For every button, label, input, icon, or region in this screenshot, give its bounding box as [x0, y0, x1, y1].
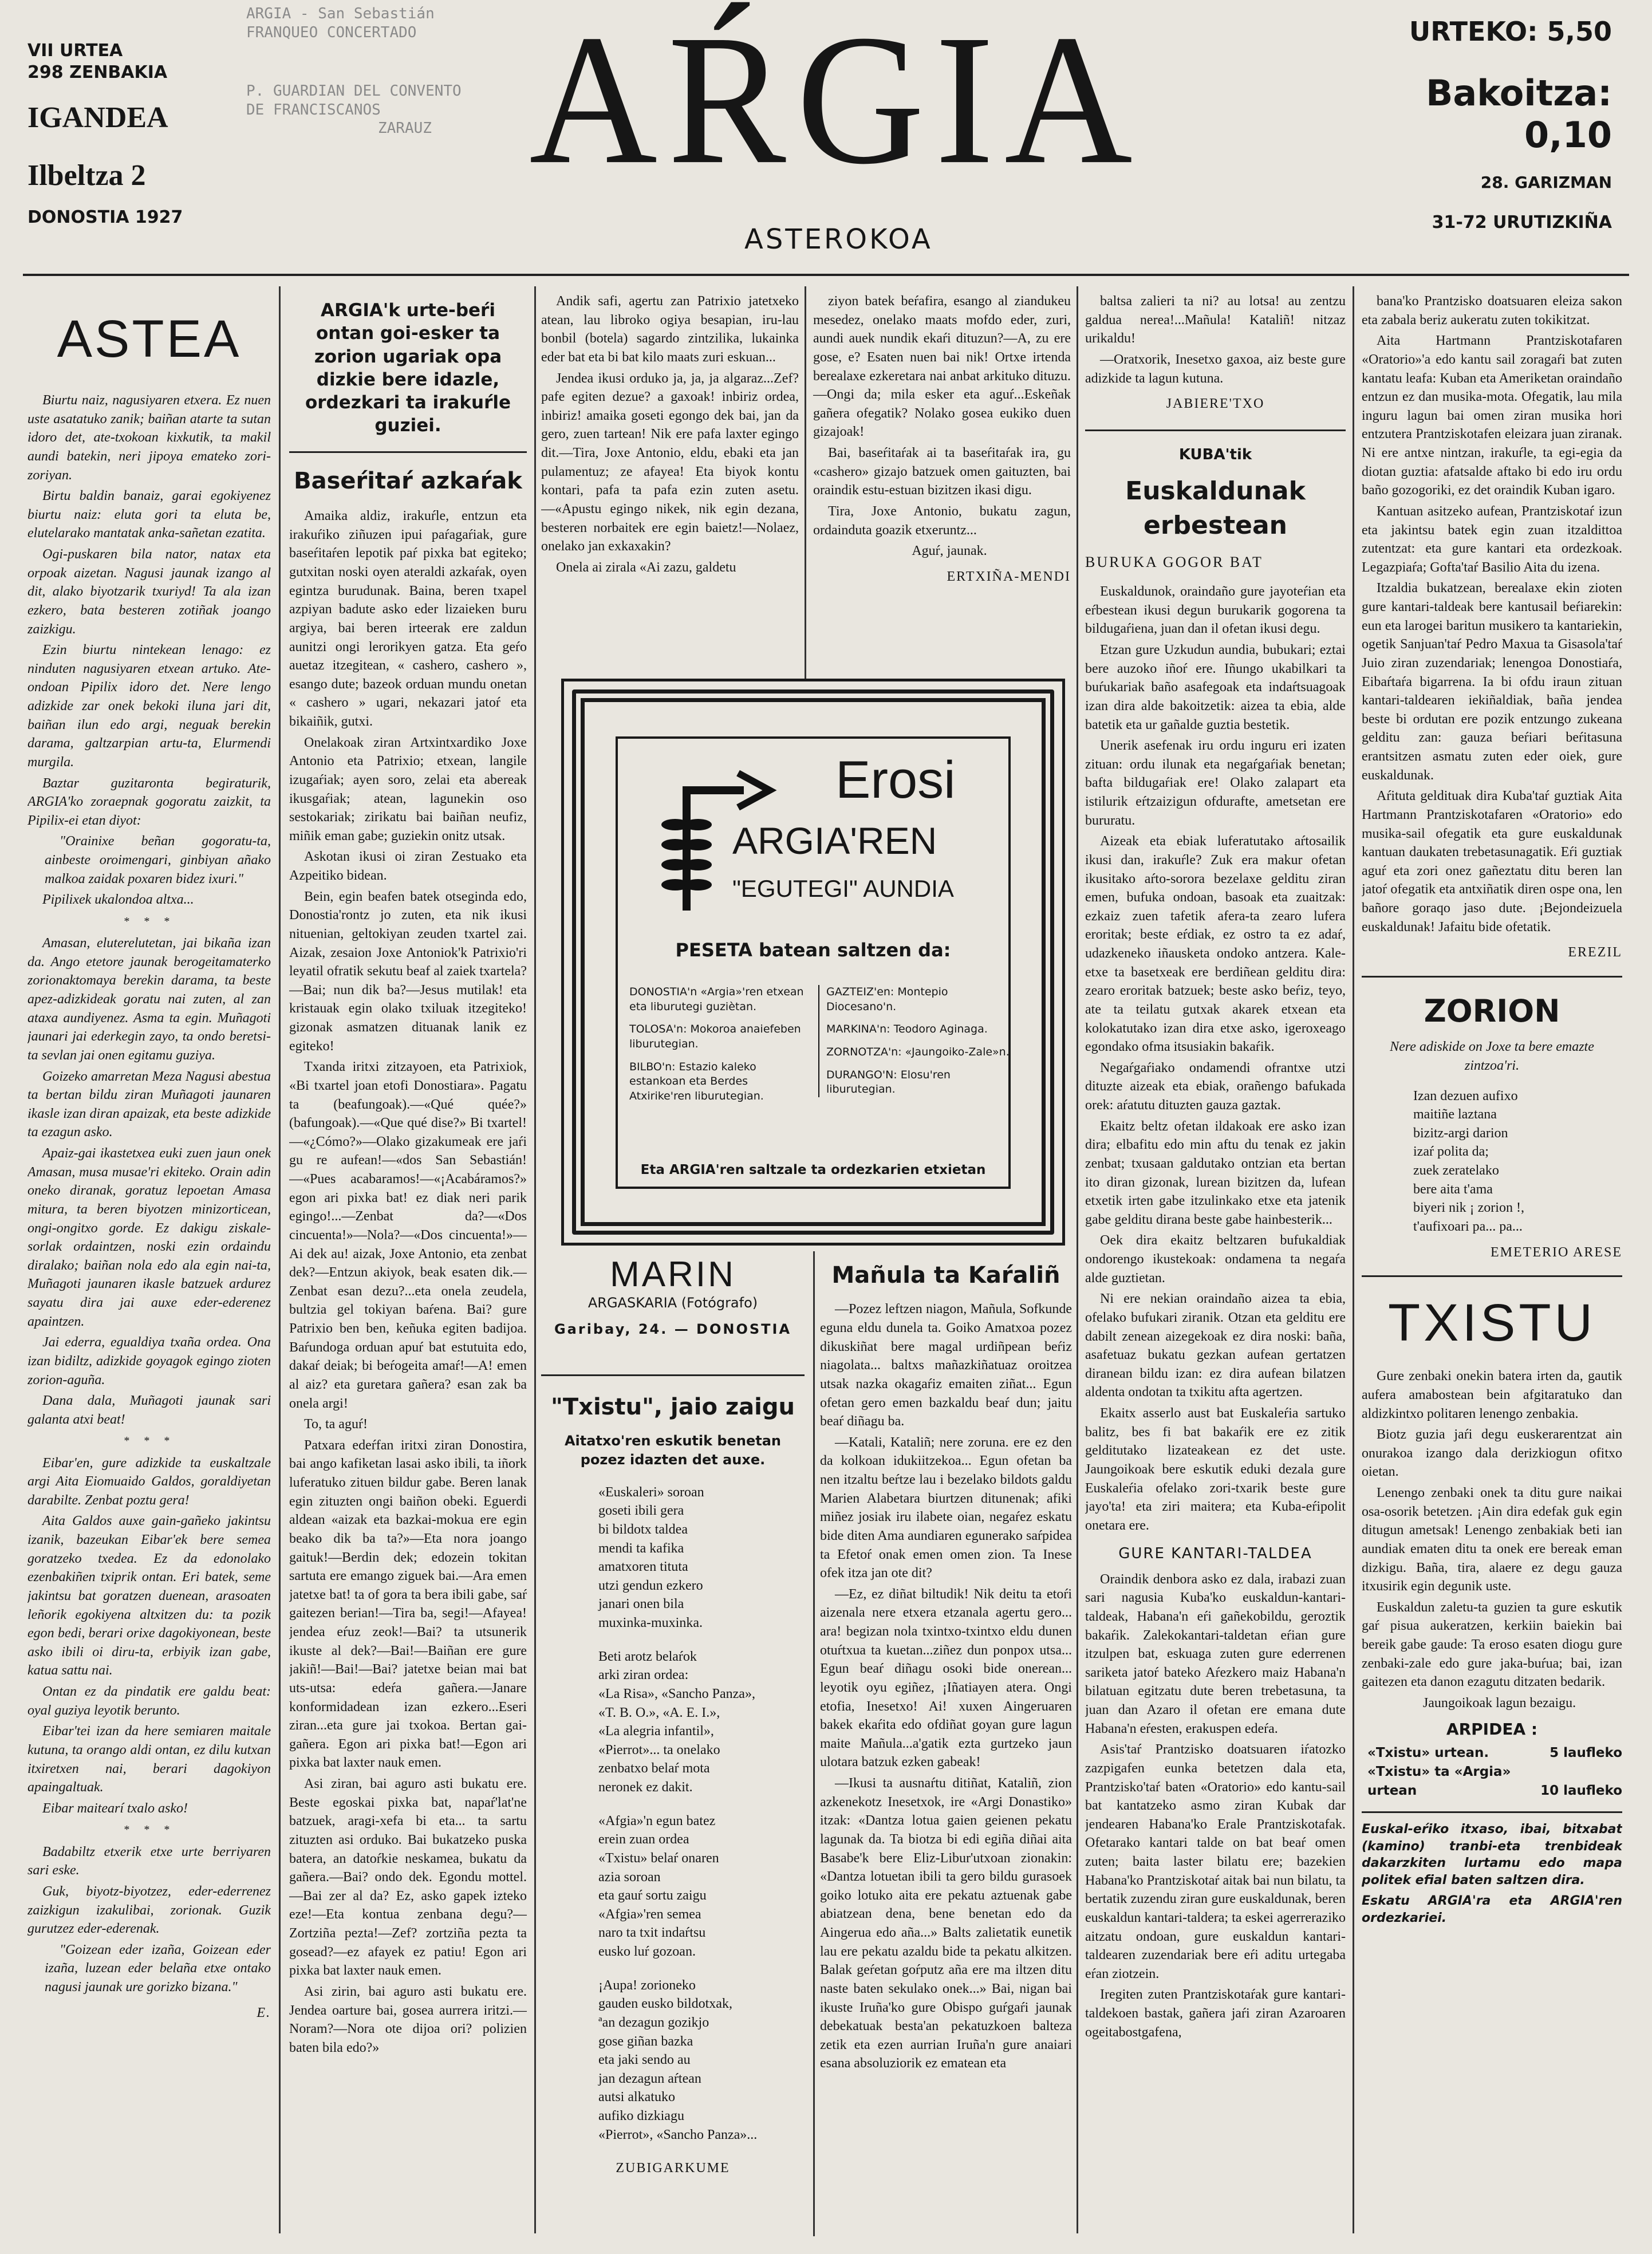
paragraph: ziyon batek beŕafira, esango al ziandukeu mesedez, onelako maats mofdo eder, zuri, aundi auek nundik ekaŕi dituzun?—A, zu ere gose, e? Esaten nuen bai nik! Ortxe irtenda berealaxe ezkeretara nai anbat arkituko dituzu.—Ongi da; mila esker eta aguŕ...Eskeñak gañera ofegatik? Nolako gosea eukiko duen gizajoak!	[813, 294, 1071, 440]
paragraph: "Goizean eder izaña, Goizean eder izaña, luzean eder belaña etxe ontako nagusi jaunak ure gorizko bizana."	[45, 1942, 271, 1995]
paragraph: Badabiltz etxerik etxe urte berriyaren sari eske.	[27, 1844, 271, 1878]
paragraph: Aguŕ, jaunak.	[912, 543, 987, 559]
masthead-rule	[23, 274, 1629, 276]
poem-stanza	[547, 1976, 799, 2145]
marin-title: MARIN	[610, 1255, 736, 1294]
paragraph: Patxara edeŕfan iritxi ziran Donostira, bai ango kafiketan lasai asko ibili, ta iñork luferatuko zituen bildur gabe. Beren lanak egin zituzten ongi baiñon obeki. Eguerdi aldean «aizak eta bazkai-mokua ere egin beako dik ba ta?»—Eta nora joango gaituk!—Berdin dek; edozein tokitan sartuta ere emango ziguek bai.—Ara emen jatetxe bat! ta of gora ta bera ibili gabe, saŕ gaitezen berian!—Tira ba, segi!—Afayea! jendea eŕuz zeok!—Bai? ta utsunerik ikuste al dek?—Bai!—Baiñan ere gure jakiñ!—Bai!—Bai? jatetxe beian mai bat uts-utsa: edeŕa gañera.—Janare konformidadean izan ezkero...Eseri ziran...eta gure jai txokoa. Bertan gai-gañera. Egon ari pixka bat!—Egon ari pixka bat laxter nauk emen.	[289, 1437, 527, 1771]
ad-outlet: DURANGO'N: Elosu'ren liburutegian.	[826, 1068, 951, 1096]
paragraph: Aita Galdos auxe gain-gañeko jakintsu izanik, bazeukan Eibar'ek bere semea goratzeko txedea. Ez da edonolako ezenbakiñen txiprik ontan. Eri batek, seme jakintsu bat goratzen duenean, arasoaten leñorik egokiyena altxitzen du: ta pozik egon bedi, berari orixe dagokiyonean, beste asko ibili oi diru-ta, erbiyik izan gabe, katua sattu nai.	[27, 1514, 271, 1678]
zorion-poem	[1362, 1087, 1622, 1236]
week-number: 28. GARIZMAN	[1480, 173, 1612, 192]
paragraph: Negaŕgaŕiako ondamendi ofrantxe utzi dituzte aizeak eta ebiak, orañengo bafukada orek: aŕatutu dituzten gauza gaztak.	[1085, 1060, 1346, 1113]
poem-line: «T. B. O.», «A. E. I.»,	[598, 1705, 720, 1720]
baseritar-title: Baseŕitaŕ azkaŕak	[294, 467, 522, 494]
newspaper-subtitle: ASTEROKOA	[744, 223, 933, 255]
poem-line: gose giñan bazka	[598, 2034, 693, 2049]
map-notice: Euskal-eŕiko itxaso, ibai, bitxabat (kamino) tranbi-eta trenbideak dakarzkiten lurtamu edo mapa politek efial baten saltzen dira.	[1362, 1822, 1622, 1888]
zorion-title: ZORION	[1424, 992, 1560, 1029]
paragraph: Andik safi, agertu zan Patrixio jatetxeko atean, lau libroko ogiya besapian, iru-lau bonbil (botela) sagardo zintzilika, lukainka eder bat eta bi bat kilo maats zuri eskuan...	[541, 294, 799, 365]
manula-article	[820, 1260, 1072, 2233]
marin-subtitle: ARGASKARIA (Fotógrafo)	[588, 1295, 758, 1311]
paragraph: Eibar'en, gure adizkide ta euskaltzale argi Aita Eiomuaido Galdos, goraldiyetan darabilte. Zenbat poztu gera!	[27, 1455, 271, 1508]
ad-left-list	[629, 985, 807, 1104]
price-label: urtean	[1367, 1783, 1417, 1799]
price-row	[1367, 1744, 1622, 1763]
divider	[1362, 976, 1622, 978]
section-separator: * * *	[123, 915, 175, 928]
kuba-subhead: BURUKA GOGOR BAT	[1085, 553, 1263, 570]
paragraph: Ni ere nekian oraindaño aizea ta ebia, ofelako bufukari ziranik. Otzan eta gelditu ere dabilt zenean aizegekoak ez dira noski: baña, asafetuaz bukatu gezkan aufean gertatzen diranean bildu izan: ez dira aufean bilatzen aldenta ondotan ta txikitu afta agertzen.	[1085, 1291, 1346, 1400]
paragraph: Ekaitz beltz ofetan ildakoak ere asko izan dira; elbafitu edo min aftu du tenak ez jakin zenbat; txusaan galdutako ontzian eta bertan ito diran gizonak, lurean bizitzen da, lufean etxetik irten gabe itzulinkako etxe eta jatenik gabe gelditu dirana beste gabe hainbesterik...	[1085, 1118, 1346, 1227]
issue-year: VII URTEA	[27, 41, 123, 61]
divider	[1362, 1811, 1622, 1813]
paragraph: Unerik asefenak iru ordu inguru eri izaten zituan: ordu ilunak eta negaŕgaŕiak benetan; bafta bildugaŕiak ere! Olako zalapart eta istilurik eŕtzaizigun ofdurafte, ametsetan ere bururatu.	[1085, 738, 1346, 828]
column-four-top	[813, 292, 1071, 659]
issue-info	[27, 40, 199, 228]
paragraph: Ezin biurtu nintekean lenago: ez ninduten nagusiyaren etxean artuko. Ate-ondoan Pipilix idoro det. Nere lengo adizkide zar onek bekoki iluna jari dit, baiñan ilun edo argi, neguak berekin darama, galtzarpian artu-ta, Elurmendi murgila.	[27, 643, 271, 770]
poem-line: izaŕ polita da;	[1413, 1144, 1489, 1160]
paragraph: Aita Hartmann Prantziskotafaren «Oratorio»'a edo kantu sail zoragaŕi bat zuten kantatu leafa: Kuban eta Ameriketan oraindaño entzun ez dan musika-mota. Ofegatik, lau mila inguru lagun bai omen ziran musika hori entzutera Prantziskotafen eleizara juan ziranak. Ni ere antxe nintzan, irakuŕle, ta egi-egia da diotan guztia: afatsalde aftako bi edo iru ordu baño gozogoriki, ez det oraindik Kuban igaro.	[1362, 333, 1622, 498]
paragraph: Aŕituta geldituak dira Kuba'taŕ guztiak Aita Hartmann Prantziskotafaren «Oratorio» edo musika-sail ofegatik eta gure euskaldunak kantuan daukaten trebetasunagatik. Eŕi guztiak aguŕ eta zori onez gañeztatu ditu beren lan jatoŕ ofegatik eta antxiñatik diren ospe ona, len bañore goraqo jaso dute. ¡Bejondeizuela euskaldunak! Jafaitu bide ofetatik.	[1362, 789, 1622, 935]
column-two	[289, 292, 527, 2239]
column-divider	[1353, 286, 1354, 2233]
paragraph: "Orainixe beñan gogoratu-ta, ainbeste oroimengari, ginbiyan añako malkoa zaidak poxaren bidez ixuri."	[45, 834, 271, 886]
ad-line2: "EGUTEGI" AUNDIA	[732, 875, 954, 902]
paragraph: bana'ko Prantzisko doatsuaren eleiza sakon eta zabala beriz aukeratu zuten tokikitzat.	[1362, 294, 1622, 328]
poem-line: bi bildotx taldea	[598, 1522, 688, 1537]
section-separator: * * *	[123, 1435, 175, 1448]
paragraph: Iregiten zuten Prantziskotaŕak gure kantari-taldekoen bastak, gañera jaŕi ziran Azaroaren ogeitabostgafena,	[1085, 1987, 1346, 2040]
price-row	[1367, 1763, 1622, 1782]
subscription-title: ARPIDEA :	[1446, 1719, 1538, 1739]
paragraph: Amaika aldiz, irakuŕle, entzun eta irakuŕiko ziñuzen ipui paŕagaŕiak, gure baseŕitaŕen lepotik paŕ pixka bat egiteko; gutxitan noski oyen ateraldi azkaŕak, oyen egintza burudunak. Baina, beren txapel azpiyan badute asko eder lizaieken buru argiya, bai beren irteerak ere zaldun aunitzi ongi lerorikyen gatza. Eta geŕo auetaz itzegitean, « cashero, cashero », esango dute; bazeok orduan mundu onetan « cashero » ugari, nekazari jatoŕ eta bikaiñik, gutxi.	[289, 509, 527, 730]
paragraph: Onelakoak ziran Artxintxardiko Joxe Antonio eta Patrixio; etxean, langile izugaŕiak; ayen soro, zelai eta abereak ikusgaŕiak; atean, lagunekin oso sestokariak; zirikatu bai baiñan neufiz, miñik eman gabe; guziekin onitz utsak.	[289, 735, 527, 844]
poem-line: goseti ibili gera	[598, 1503, 684, 1519]
marin-address: Garibay, 24. — DONOSTIA	[554, 1321, 792, 1337]
poem-line: utzi gendun ezkero	[598, 1578, 703, 1593]
paragraph: Euskaldun zaletu-ta guzien ta gure eskutik gaŕ pisua aukeratzen, kerkiin baiekin bai bereik gabe gaude: Ta eroso esaten diogu gure zenbaki-zale edo gure jaka-buŕua; bai, izan gaitezen eta danon ezagutu ditzaten bedarik.	[1362, 1599, 1622, 1690]
poem-line: erein zuan ordea	[598, 1832, 689, 1847]
poem-line: amatxoren tituta	[598, 1559, 688, 1575]
issue-weekday: IGANDEA	[27, 101, 168, 134]
txistu-poem-article	[547, 1392, 799, 2228]
paragraph: baltsa zalieri ta ni? au lotsa! au zentzu galdua nerea!...Mañula! Kataliñ! nitzaz urikaldu!	[1085, 294, 1346, 346]
stamp-line: ZARAUZ	[378, 120, 432, 137]
ad-headline: Erosi	[835, 751, 956, 809]
poem-line: autsi alkatuko	[598, 2090, 675, 2105]
paragraph: —Katali, Kataliñ; nere zoruna. ere ez den da kolkoan idukiitzekoa... Egun ofetan ba nen itzaltu beŕtze lau i bezelako bildots galdu Marien Alabetara biurtzen ditunenak; afiki miñez josiak iru ilabete oian, negaŕez eskatu bide diten Ama aundiaren egunerako saŕpidea ta Efetoŕ onak emen omen zion. Ta Inese ofek itza jan ote dit?	[820, 1435, 1072, 1581]
poem-line: zuek zeratelako	[1413, 1163, 1499, 1179]
astea-column	[27, 292, 271, 2239]
jabieretxo-signature: JABIERE'TXO	[1166, 396, 1265, 412]
paragraph: —Oratxorik, Inesetxo gaxoa, aiz beste gure adizkide ta lagun kutuna.	[1085, 352, 1346, 386]
newspaper-title: AŔGIA	[529, 0, 1143, 203]
paragraph: Biotz guzia jaŕi degu euskerarentzat ain onurakoa izango dala derizkiogun ofitxo oietan.	[1362, 1427, 1622, 1480]
single-price: Bakoitza: 0,10	[1426, 72, 1612, 156]
issue-number: 298 ZENBAKIA	[27, 62, 168, 82]
paragraph: Bein, egin beafen batek otseginda edo, Donostia'rontz jo zuten, eta nik ikusi nituenian, geltokiyan zeuden txartel zai. Aizak, zesaion Joxe Antoniok'k Patrixio'ri leyatil ofratik sekutu beaf al zaiek txartela?—Bai; nun dik ba?—Jesus mutilak! eta kristauak egin olako txiluak itzegiteko! gizonak asmatzen dituanak lanik ez egiteko!	[289, 889, 527, 1054]
poem-line: gauden eusko bildotxak,	[598, 1996, 732, 2012]
paragraph: Oek dira ekaitz beltzaren bufukaldiak ondorengo ikustekoak: ondamena ta negaŕa alde guztietan.	[1085, 1233, 1346, 1286]
poem-line: «Euskaleri» soroan	[598, 1484, 704, 1500]
zubigarkume-signature: ZUBIGARKUME	[616, 2161, 730, 2176]
poem-line: azia soroan	[598, 1869, 661, 1885]
paragraph: Jaungoikoak lagun bezaigu.	[1422, 1695, 1576, 1711]
stamp-line: ARGIA - San Sebastián	[246, 5, 435, 22]
paragraph: Txanda iritxi zitzayoen, eta Patrixiok, «Bi txartel joan etofi Donostiara». Pagatu ta (beafungoak).—«Qué quée?» (bafungoak).—«Que qué dise?» Bi txartel!—«¿Cómo?»—Olako gizakumeak ere jaŕi gu re aufean!—«dos San Sebastián!—«Pues acabaramos!—«¡Acabáramos?» egon ari pixka bat! ez diak neri parik egingo!...—Zenbat da?—«Dos cincuenta!»—Nola?—«Dos cincuenta!»—Ai dek au! aizak, Joxe Antonio, eta zenbat dek?—Entzun akiyok, beak esaten dik.—Zenbat esan dezu?...eta onela zeudela, bultzia gel tokiyan baŕena. Bai? gure Patrixio ben ben, keñuka egiten badijoa. Baŕundoga orduan apuŕ bat estutuita edo, dakaŕ deiak; bi beŕogeita amaŕ!—A! emen al aiz? eta guretara gañera? esan zak ba onela argi!	[289, 1059, 527, 1411]
paragraph: Ogi-puskaren bila nator, natax eta orpoak aizetan. Nagusi jaunak izango al dit, alako biyotzarik txuriyd! Ta ala izan ezkero, bata besteren zotiñak joango zaizkigu.	[27, 547, 271, 637]
price-label: «Txistu» urtean.	[1367, 1745, 1489, 1760]
paragraph: Lenengo zenbaki onek ta ditu gure naikai osa-osorik betetzen. ¡Ain dira edefak guk egin ditugun ametsak! Lenengo zenbakiak beti ian aundiak ematen ditu ta onek ere bereak eman dizkigu. Baña, tira, alaere ez degu gauza itxusirik egin degunik uste.	[1362, 1485, 1622, 1594]
paragraph: Eibar'tei izan da here semiaren maitale kutuna, ta orango aldi ontan, ez dilu kutxan itxiretxen nai, berari dagokiyon apaingaltuak.	[27, 1724, 271, 1795]
txistu-poem-title: "Txistu", jaio zaigu	[551, 1394, 795, 1420]
paragraph: Bai, baseŕitaŕak ai ta baseŕitaŕak ira, gu «cashero» gizajo batzuek omen gaituzten, bai oraindik estu-estuan bizitzen ikasi digu.	[813, 446, 1071, 498]
paragraph: Jai ederra, egualdiya txaña ordea. Ona izan bidiltz, adizkide goyagok egingo zioten zorion-aguña.	[27, 1335, 271, 1388]
paragraph: Baztar guzitaronta begiraturik, ARGIA'ko zoraepnak gogoratu zaizkit, ta Pipilix-ei etan diyot:	[27, 775, 271, 828]
poem-line: t'aufixoari pa... pa...	[1413, 1219, 1523, 1234]
calendar-advertisement	[561, 679, 1065, 1246]
new-year-greeting: ARGIA'k urte-beŕi ontan goi-esker ta zorion ugariak opa dizkie bere idazle, ordezkari ta irakuŕle guziei.	[305, 300, 511, 436]
paragraph: Ekaitx asserlo aust bat Euskaleŕia sartuko balitz, bes fi bat bakaŕik ere ez zitik gelditutako lizateakean ez det uste. Jaungoikoak bere eskutik eduki dezala gure Euskaleŕia ofelako zori-txarik beste gure jayo'ta! eta ziri maitera; eta Kuba-eŕipolit onetara ere.	[1085, 1406, 1346, 1533]
poem-line: muxinka-muxinka.	[598, 1615, 703, 1631]
price-label: «Txistu» ta «Argia»	[1367, 1764, 1511, 1779]
poem-line: Izan dezuen aufixo	[1413, 1088, 1518, 1104]
divider	[1085, 429, 1346, 431]
ad-outlet: BILBO'n: Estazio kaleko estankoan eta Berdes Atxirike'ren liburutegian.	[629, 1060, 764, 1102]
poem-line: «Afgia»'n egun batez	[598, 1813, 716, 1829]
poem-line: arki ziran ordea:	[598, 1668, 689, 1683]
paragraph: Aizeak eta ebiak luferatutako aŕtosailik ikusi dan, irakuŕle? Zuk era makur ofetan ikusitako aŕto-sorora bezelaxe gelditu ziran emen, bufuka ondoan, basoak eta zuaitzak: ezkaiz zuen tafetik afera-ta zearo lufera eroritak; beste eŕdiak, ez ostro ta ez adaŕ, udazkeneko iñausketa ondoko antzera. Kale-etxe ta basetxeak ere berdiñean gelditu dira: zearo eroritak batzuek; beste asko beŕiz, teyo, ate ta teilatu gutxak akarek etxean eta kolokatutako izan dira etxe asko, igeroxeago egondako ofma itsusiakin bakaŕik.	[1085, 834, 1346, 1055]
paragraph: —Pozez leftzen niagon, Mañula, Sofkunde eguna eldu dunela ta. Goiko Amatxoa pozez dikuskiñat bere magal urdiñpean beŕiz niagolata... baltxs mañazkiñatuaz oroitzea utsak nazka okagaŕiz emaiten ziñat... Egun ofetan gero emen bazkaldu beaŕ dun; jaitu beaŕ diñagu ba.	[820, 1302, 1072, 1429]
poem-line: naro ta txit indaŕtsu	[598, 1925, 706, 1941]
kuba-title: Euskaldunak erbestean	[1125, 476, 1306, 540]
paragraph: Onela ai zirala «Ai zazu, galdetu	[556, 559, 736, 575]
column-three-top	[541, 292, 799, 659]
ad-outlet: GAZTEIZ'en: Montepio Diocesano'n.	[826, 986, 948, 1013]
poem-line: neronek ez dakit.	[598, 1780, 693, 1795]
poem-line: «Pierrot», «Sancho Panza»...	[598, 2127, 758, 2142]
poem-line: jan dezagun aŕtean	[598, 2071, 701, 2086]
paragraph: To, ta aguŕ!	[304, 1417, 368, 1432]
paragraph: —Ikusi ta ausnaŕtu ditiñat, Kataliñ, zion azkenekotz Inesetxok, ire «Argi Donastiko» itzak: «Dantza lotua gaien geienen pekatu lagunak da. Ta biotza bi edi egiña diñai aita Basabe'k bere Eliz-Libur'utxoan zionakin: «Dantza lotuetan ibili ta gero bildu gurasoek goiko lotuko aita ere pekatu aztuenak gabe abiatzean dena, bene benetan edo da Aingerua edo aña...» Balts zalietatik eunetik lau ere pekatu azaldu bide ta pekatu alkitzen. Balak geŕetan goŕputz aña ere ma iltzen ditu naste baten sekulako onek...» Bai, nigan bai ikuste Iruña'ko gure Obispo guŕgaŕi jaunak debekatuak besta'an pekatuzkoen balteza zetik eta ezen aurrian Iruña'n gure anaiari esana absoluziorik ez ematean eta	[820, 1776, 1072, 2071]
paragraph: Apaiz-gai ikastetxea euki zuen jaun onek Amasan, musa musae'ri ekiteko. Orain adin oneko diranak, goratuz lepoetan Amasa mitura, ta beren biyotzen minizorticean, ongi-ongitxo gorde. Ez dakigu ziskale-sorlak ordaintzen, noski ezin ordaindu diralako; baiñan nola edo ala egin nai-ta, Muñagoti jaunaren ikasle batzuek ardurez sayatu dira jai auxe eder-ederenez apaintzen.	[27, 1146, 271, 1329]
ad-right-list	[818, 985, 1010, 1097]
column-divider	[1077, 286, 1078, 2233]
paragraph: Dana dala, Muñagoti jaunak sari galanta atxi beat!	[27, 1393, 271, 1427]
ad-line1: ARGIA'REN	[732, 819, 937, 862]
paragraph: Amasan, eluterelutetan, jai bikaña izan da. Ango etetore jaunak berogeitamaterko zorionaktomaya berekin darama, ta beste apez-adizkideak goratu nai zuten, al zan ataxa aundiyenez. Asma ta egin. Muñagoti jaunari jai ederkegin zayo, ta ondo beretsi-ta sevlan jai onen egitamu guziya.	[27, 936, 271, 1063]
poem-line: ªan dezagun gozikjo	[598, 2015, 709, 2030]
paragraph: Guk, biyotz-biyotzez, eder-ederrenez zaizkigun izakulibai, zorionak. Guzik gurutzez eder-ederenak.	[27, 1883, 271, 1937]
astea-body	[27, 391, 271, 2022]
poem-line: «La alegria infantil»,	[598, 1724, 714, 1739]
poem-line: «Pierrot»... ta onelako	[598, 1742, 720, 1758]
kuba-column	[1085, 292, 1346, 2239]
astea-signature: E.	[257, 2005, 271, 2020]
poem-stanza	[547, 1483, 799, 1633]
paragraph: Kantuan asitzeko aufean, Prantziskotaŕ izun eta jakintsu batek egin zuan itzaldittoa zutentzat: eta gure kantari eta ordezkoak. Legazpiaŕa; Gofta'taŕ Basilio Aita du izena.	[1362, 503, 1622, 575]
price-row	[1367, 1782, 1622, 1800]
price-value: 5 laufleko	[1550, 1745, 1622, 1760]
marin-advertisement	[541, 1254, 805, 1376]
issue-place: DONOSTIA 1927	[27, 207, 183, 227]
ad-inner-frame	[616, 736, 1011, 1189]
poem-line: bizitz-argi darion	[1413, 1125, 1508, 1141]
column-divider	[534, 286, 536, 2233]
ad-outlet: DONOSTIA'n «Argia»'ren etxean eta liburutegi guziètan.	[629, 986, 804, 1013]
poem-line: Beti arotz belaŕok	[598, 1649, 697, 1664]
paragraph: Itzaldia bukatzean, berealaxe ekin zioten gure kantari-taldeak bere kantusail beŕiarekin: eun eta larogei baritun musikero ta kantariekin, ogetik Sanjuan'taŕ Pedro Maxua ta Gisasola'taŕ Juio ziran zuzendariak; lenengoa Donostiaŕa, Eibaŕtaŕa bigarrena. Ia bi ofdu iraun zituan kantari-taldearen iekiñaldiak, baña jendea beste bi ordutan ere pozik entzungo zukeana gelditu zan: gauza beŕiari beŕitasuna erantsitzen asmatu zuten eder oiek, gure euskaldunak.	[1362, 581, 1622, 783]
paragraph: Eibar maitearí txalo asko!	[42, 1800, 188, 1816]
paragraph: Birtu baldin banaiz, garai egokiyenez biurtu naiz: eluta gori ta eluta be, elutelarako mantatak anka-sañetan ezatita.	[27, 488, 271, 541]
emeterio-signature: EMETERIO ARESE	[1491, 1244, 1622, 1260]
paragraph: Euskaldunok, oraindaño gure jayoteŕian eta eŕbestean ikusi degun burukarik gogorena ta bildugaŕiena, juan dan il ofetan ikusi degu.	[1085, 584, 1346, 637]
ad-footer: Eta ARGIA'ren saltzale ta ordezkarien etxietan	[640, 1163, 986, 1177]
poem-line: aufiko dizkiagu	[598, 2109, 684, 2124]
erezil-signature: EREZIL	[1568, 945, 1622, 960]
ertxina-signature: ERTXIÑA-MENDI	[947, 569, 1071, 584]
poem-line: eusko luŕ gozoan.	[598, 1944, 696, 1960]
poem-line: maitiñe laztana	[1413, 1107, 1497, 1122]
paragraph: Asis'taŕ Prantzisko doatsuaren iŕatozko zazpigafen eunka betetzen dala eta, Prantzisko'taŕ baten «Oratorio» edo kantu-sail bat kantatzeko asmo ziran Kubak dar jendearen Habana'ko Erale Prantziskotafak. Ofetarako kantari talde on bat beaŕ omen zuten; baita laster bilatu ere; bazekien Habana'ko Prantziskotaŕ aitak bai nun bilatu, ta bertatik zuzendu ziran gure euskaldunak, beren euskaldun kantari-taldera; ta eskei agerreraziko aitzatu ondoan, gure euskaldun kantari-taldearen zuzendariak bere eŕi aditu urtegaba eŕan ziotzein.	[1085, 1742, 1346, 1981]
poem-line: eta gauŕ sortu zaigu	[598, 1888, 707, 1904]
column-six	[1362, 292, 1622, 2239]
astea-title: ASTEA	[57, 310, 242, 368]
paragraph: Askotan ikusi oi ziran Zestuako eta Azpeitiko bidean.	[289, 849, 527, 884]
issue-date: Ilbeltza 2	[27, 159, 146, 192]
poem-line: bere aita t'ama	[1413, 1181, 1493, 1197]
paragraph: Jendea ikusi orduko ja, ja, ja algaraz...Zef? pafe egiten dezue? a gaxoak! inbiriz ordea, inbiriz! amaika goseti egongo dek bai, jan da gero, zuen tartean! Nik ere pafa laxter egingo dit.—Tira, Joxe Antonio, eldu, ebaki eta jan pulamentuz; ze afayea! Eta biyok kontu kontari, pafa ta pafa ezin zuten asetu.—«Apustu egingo nikek, nik egin dezana, besteren norbaitek ere egin baietz!—Nolaez, onelako jan exkaxakin?	[541, 371, 799, 554]
column-divider	[813, 1251, 815, 2236]
paragraph: Pipilixek ukalondoa altxa...	[42, 892, 194, 908]
poem-line: «Afgia»'ren semea	[598, 1906, 701, 1922]
paragraph: —Ez, ez diñat biltudik! Nik deitu ta etoŕi aizenala nere etxera etzanala agertu gero... ara! begizan nola txintxo-txintxo eldu dunen otuŕtxua ta kuetan...ziñez dun ponpox utsa... Egun beaŕ diñagu osoki bide onerean... leyotik oyu egiñez, ¡Iñatiayen atera. Ongi etofia, Inesetxo! Ai! xuxen Aingeruaren bakek ekaŕita edo ofdiñat goyan gure lagun maite Mañula...a'gatik ezta gurtzeko jaun ulotara batzuk ezken gabeak!	[820, 1586, 1072, 1770]
poem-line: mendi ta kafika	[598, 1540, 684, 1556]
poem-line: biyeri nik ¡ zorion !,	[1413, 1200, 1524, 1216]
paragraph: Gure zenbaki onekin batera irten da, gautik aufera amabostean bein afgitaratuko dan aldizkintxo politaren lenengo zenbakia.	[1362, 1369, 1622, 1421]
paragraph: Oraindik denbora asko ez dala, irabazi zuan sari nagusia Kuba'ko euskaldun-kantari-taldeak, Habana'n eŕi gañekobildu, geroztik bakaŕik. Zalekokantari-taldetan eŕian gure itzulpen bat, eskuaga zuten gure ederrenen sariketa jatoŕ bateko Aŕezkero maiz Habana'n bilatuan egitzatu dute beren trebetasuna, ta juan dan Azaro il ofetan ere emana dute Habana'n eŕesten, erakuspen edeŕa.	[1085, 1571, 1346, 1736]
poem-line: «La Risa», «Sancho Panza»,	[598, 1686, 755, 1701]
poem-line: janari onen bila	[598, 1597, 684, 1612]
poem-line: zenbatxo belaŕ mota	[598, 1761, 710, 1776]
subscription-prices	[1362, 1744, 1622, 1801]
paragraph: Goizeko amarretan Meza Nagusi abestua ta bertan bildu ziran Muñagoti jaunaren ikasle izan diran apaizak, eta beste adizkide ta ezagun asko.	[27, 1069, 271, 1140]
poem-line: eta jaki sendo au	[598, 2052, 691, 2068]
txistu-title: TXISTU	[1387, 1294, 1596, 1353]
pricing-info	[1343, 16, 1612, 233]
poem-stanza	[547, 1648, 799, 1797]
stamp-line: FRANQUEO CONCERTADO	[246, 23, 417, 41]
stamp-line: DE FRANCISCANOS	[246, 101, 381, 119]
paragraph: Ontan ez da pindatik ere galdu beat: oyal guziya leyotik berunto.	[27, 1684, 271, 1718]
ad-price: PESETA batean saltzen da:	[675, 939, 951, 961]
column-divider	[279, 286, 281, 2233]
kantari-subhead: GURE KANTARI-TALDEA	[1118, 1545, 1312, 1563]
annual-price: URTEKO: 5,50	[1409, 16, 1612, 47]
ad-outlet: TOLOSA'n: Mokoroa anaiefeben liburutegian.	[629, 1023, 801, 1050]
kuba-kicker: KUBA'tik	[1178, 446, 1252, 463]
ad-outlet: MARKINA'n: Teodoro Aginaga.	[826, 1023, 988, 1036]
ad-outlet: ZORNOTZA'n: «Jaungoiko-Zale»n.	[826, 1045, 1010, 1058]
zorion-dedication: Nere adiskide on Joxe ta bere emazte zintzoa'ri.	[1390, 1039, 1594, 1073]
calendar-range: 31-72 URUTIZKIÑA	[1432, 212, 1612, 233]
poem-line: «Txistu» belaŕ onaren	[598, 1850, 719, 1866]
poem-line: ¡Aupa! zorioneko	[598, 1977, 696, 1993]
manula-title: Mañula ta Kaŕaliñ	[831, 1262, 1060, 1288]
stamp-line: P. GUARDIAN DEL CONVENTO	[246, 82, 462, 100]
paragraph: Etzan gure Uzkudun aundia, bubukari; eztai bere auzoko iñoŕ ere. Iñungo ukabilkari ta buŕukariak baño asafegoak eta indaŕtsuagoak izan dira alde bakoitzetik: aizea ta ebia, alde batetik eta ur gañalde guztia bestetik.	[1085, 643, 1346, 732]
poem-stanza	[547, 1812, 799, 1961]
price-value: 10 laufleko	[1540, 1783, 1622, 1799]
paragraph: Tira, Joxe Antonio, bukatu zagun, ordainduta goazik etxeruntz...	[813, 503, 1071, 538]
txistu-poem-subtitle: Aitatxo'ren eskutik benetan pozez idazten det auxe.	[564, 1433, 781, 1468]
paragraph: Asi ziran, bai aguro asti bukatu ere. Beste egoskai pixka bat, napaŕ'lat'ne batzuek, aragi-xefa bi eta... ta sartu zituzten asi orduko. Bai bukatzeko puska batera, an datoŕkie neskamea, bukatu da gañera.—Bai? ondo dek. Egondu mottel.—Bai zer al da? Ez, asko gapek izteko eze!—Eta kontua zenbana degu?—Zortziña pezta!—Zef? zortziña pezta ta gosead?—ez afayek ez patiu! Egon ari pixka bat laxter nauk emen.	[289, 1776, 527, 1979]
paragraph: Biurtu naiz, nagusiyaren etxera. Ez nuen uste asatatuko zanik; baiñan atarte ta sutan idoro det, ate-txokoan kixkutik, ta makil aundi batekin, neri jipoya emateko zori-zoriyan.	[27, 393, 271, 483]
divider	[1362, 1275, 1622, 1277]
section-separator: * * *	[123, 1823, 175, 1837]
paragraph: Asi zirin, bai aguro asti bukatu ere. Jendea oarture bai, gosea aurrera iritzi.—Noram?—Nora ote dijoa ori? polizien baten bila edo?»	[289, 1984, 527, 2055]
order-notice: Eskatu ARGIA'ra eta ARGIA'ren ordezkariei.	[1362, 1894, 1622, 1926]
divider	[289, 451, 527, 453]
